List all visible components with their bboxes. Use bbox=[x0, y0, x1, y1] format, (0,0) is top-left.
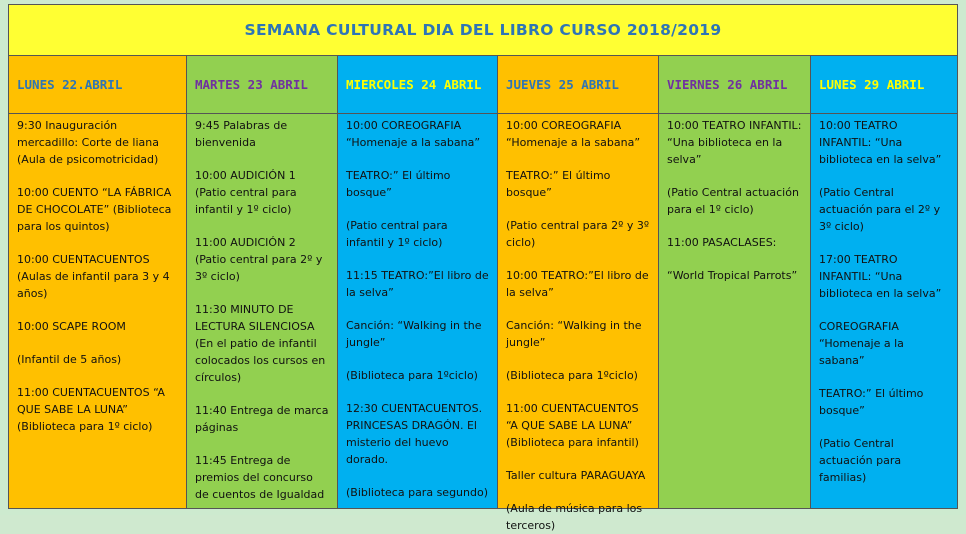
entry: 10:00 CUENTACUENTOS (Aulas de infantil para 3 y 4 años) bbox=[17, 253, 170, 300]
day-header: MARTES 23 ABRIL bbox=[187, 56, 337, 114]
entry: 11:00 AUDICIÓN 2 (Patio central para 2º y 3º ciclo) bbox=[195, 236, 323, 283]
entry: 10:00 CUENTO “LA FÁBRICA DE CHOCOLATE” (Biblioteca para los quintos) bbox=[17, 186, 172, 233]
entry: 11:15 TEATRO:”El libro de la selva” bbox=[346, 269, 489, 299]
day-header: LUNES 29 ABRIL bbox=[811, 56, 957, 114]
entry: TEATRO:” El último bosque” bbox=[346, 169, 451, 199]
entry: (Biblioteca para segundo) bbox=[346, 486, 488, 499]
day-column-2 bbox=[187, 56, 338, 508]
entry: (Biblioteca para 1ºciclo) bbox=[346, 369, 478, 382]
entry: 9:30 Inauguración mercadillo: Corte de liana (Aula de psicomotricidad) bbox=[17, 119, 159, 166]
entry: 10:00 AUDICIÓN 1 (Patio central para infantil y 1º ciclo) bbox=[195, 169, 297, 216]
day-column-6 bbox=[811, 56, 957, 508]
entry: 17:00 TEATRO INFANTIL: “Una biblioteca en la selva” bbox=[819, 253, 942, 300]
entry: TEATRO:” El último bosque” bbox=[819, 387, 924, 417]
day-column-3 bbox=[338, 56, 498, 508]
entry: 11:40 Entrega de marca páginas bbox=[195, 404, 329, 434]
entry: Taller cultura PARAGUAYA bbox=[506, 469, 646, 482]
day-column-1 bbox=[9, 56, 187, 508]
entry: (Biblioteca para 1ºciclo) bbox=[506, 369, 638, 382]
day-entries bbox=[187, 114, 337, 503]
day-entries bbox=[338, 114, 497, 501]
day-header: VIERNES 26 ABRIL bbox=[659, 56, 810, 114]
day-entries bbox=[9, 114, 186, 435]
entry: Canción: “Walking in the jungle” bbox=[346, 319, 482, 349]
entry: COREOGRAFIA “Homenaje a la sabana” bbox=[819, 320, 904, 367]
entry: 10:00 COREOGRAFIA “Homenaje a la sabana” bbox=[506, 119, 641, 149]
day-header: LUNES 22.ABRIL bbox=[9, 56, 186, 114]
entry: (Aula de música para los terceros) bbox=[506, 502, 643, 532]
day-entries bbox=[811, 114, 957, 486]
day-column-4 bbox=[498, 56, 659, 532]
entry: 11:00 CUENTACUENTOS “A QUE SABE LA LUNA” (Biblioteca para 1º ciclo) bbox=[17, 386, 165, 433]
entry: 10:00 SCAPE ROOM bbox=[17, 320, 126, 333]
page-title: SEMANA CULTURAL DIA DEL LIBRO CURSO 2018/2019 bbox=[244, 21, 722, 39]
entry: 11:30 MINUTO DE LECTURA SILENCIOSA (En el patio de infantil colocados los cursos en círculos) bbox=[195, 303, 326, 384]
entry: (Patio Central actuación para el 1º ciclo) bbox=[667, 186, 799, 216]
entry: 11:45 Entrega de premios del concurso de cuentos de Igualdad bbox=[195, 454, 325, 501]
entry: Canción: “Walking in the jungle” bbox=[506, 319, 642, 349]
entry: 9:45 Palabras de bienvenida bbox=[195, 119, 288, 149]
entry: 11:00 PASACLASES: bbox=[667, 236, 777, 249]
entry: 10:00 TEATRO INFANTIL: “Una biblioteca en la selva” bbox=[667, 119, 802, 166]
entry: (Patio Central actuación para el 2º y 3º ciclo) bbox=[819, 186, 941, 233]
title-banner bbox=[9, 5, 957, 56]
day-header: MIERCOLES 24 ABRIL bbox=[338, 56, 497, 114]
entry: 10:00 COREOGRAFIA “Homenaje a la sabana” bbox=[346, 119, 481, 149]
day-entries bbox=[659, 114, 810, 284]
entry: (Patio Central actuación para familias) bbox=[819, 437, 902, 484]
entry: “World Tropical Parrots” bbox=[667, 269, 798, 282]
entry: 12:30 CUENTACUENTOS. PRINCESAS DRAGÓN. El misterio del huevo dorado. bbox=[346, 402, 483, 466]
entry: 11:00 CUENTACUENTOS “A QUE SABE LA LUNA” (Biblioteca para infantil) bbox=[506, 402, 639, 449]
entry: (Patio central para infantil y 1º ciclo) bbox=[346, 219, 448, 249]
entry: 10:00 TEATRO:”El libro de la selva” bbox=[506, 269, 649, 299]
entry: 10:00 TEATRO INFANTIL: “Una biblioteca en la selva” bbox=[819, 119, 942, 166]
day-header: JUEVES 25 ABRIL bbox=[498, 56, 658, 114]
schedule-table bbox=[8, 4, 958, 532]
day-column-5 bbox=[659, 56, 811, 508]
entry: TEATRO:” El último bosque” bbox=[506, 169, 611, 199]
entry: (Infantil de 5 años) bbox=[17, 353, 122, 366]
day-entries bbox=[498, 114, 658, 534]
entry: (Patio central para 2º y 3º ciclo) bbox=[506, 219, 650, 249]
